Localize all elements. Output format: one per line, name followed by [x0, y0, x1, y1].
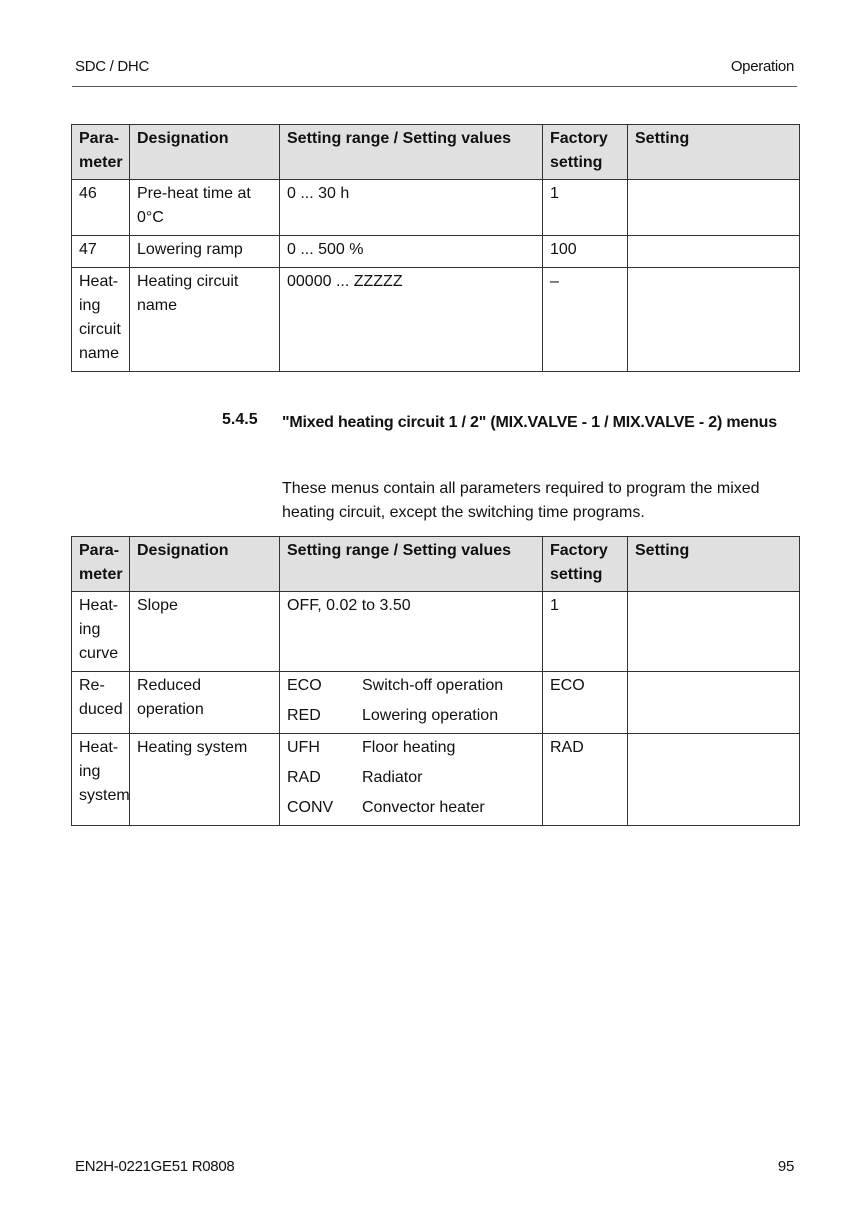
header-setting-range: Setting range / Setting values — [280, 537, 543, 592]
option-row — [287, 674, 535, 704]
header-parameter: Para- meter — [72, 537, 130, 592]
option-row — [287, 796, 535, 820]
running-header-left: SDC / DHC — [75, 58, 149, 75]
header-designation: Designation — [130, 537, 280, 592]
option-code: RED — [287, 707, 321, 724]
section-body: These menus contain all parameters required to program the mixed heating circuit, except the switching time programs. — [282, 480, 760, 521]
option-code: CONV — [287, 799, 334, 816]
header-setting: Setting — [628, 125, 800, 180]
header-factory-setting: Factory setting — [543, 125, 628, 180]
header-setting: Setting — [628, 537, 800, 592]
page-number: 95 — [777, 1158, 794, 1175]
cell-factory: ECO — [543, 672, 628, 734]
cell-parameter: 46 — [72, 180, 130, 236]
option-text: Floor heating — [362, 739, 456, 756]
option-row — [287, 766, 535, 796]
cell-designation: Slope — [130, 592, 280, 672]
cell-parameter: Re- duced — [72, 672, 130, 734]
option-text: Convector heater — [362, 799, 485, 816]
section-title: "Mixed heating circuit 1 / 2" (MIX.VALVE - 1 / MIX.VALVE - 2) menus — [282, 414, 777, 431]
table-row — [72, 236, 800, 268]
cell-range: 0 ... 500 % — [280, 236, 543, 268]
cell-factory: 100 — [543, 236, 628, 268]
option-code: UFH — [287, 739, 320, 756]
header-divider — [72, 86, 797, 87]
cell-setting — [628, 592, 800, 672]
cell-factory: 1 — [543, 180, 628, 236]
cell-parameter: 47 — [72, 236, 130, 268]
cell-designation: Heating circuit name — [130, 268, 280, 372]
option-code: ECO — [287, 677, 322, 694]
cell-parameter: Heat- ing system — [72, 734, 130, 826]
header-designation: Designation — [130, 125, 280, 180]
option-text: Radiator — [362, 769, 423, 786]
table-row — [72, 734, 800, 826]
section-number: 5.4.5 — [222, 411, 258, 428]
table-header-row — [72, 125, 800, 180]
parameter-table-1 — [71, 124, 800, 372]
cell-parameter: Heat- ing circuit name — [72, 268, 130, 372]
cell-range-options — [280, 672, 543, 734]
cell-setting — [628, 268, 800, 372]
running-header-right: Operation — [730, 58, 794, 75]
cell-designation: Pre-heat time at 0°C — [130, 180, 280, 236]
header-setting-range: Setting range / Setting values — [280, 125, 543, 180]
option-text: Lowering operation — [362, 707, 499, 724]
parameter-table-2 — [71, 536, 800, 826]
cell-range: 00000 ... ZZZZZ — [280, 268, 543, 372]
cell-setting — [628, 236, 800, 268]
cell-designation: Reduced operation — [130, 672, 280, 734]
table-row — [72, 592, 800, 672]
cell-factory: RAD — [543, 734, 628, 826]
cell-designation: Lowering ramp — [130, 236, 280, 268]
option-text: Switch-off operation — [362, 677, 504, 694]
header-factory-setting: Factory setting — [543, 537, 628, 592]
cell-factory: 1 — [543, 592, 628, 672]
option-row — [287, 704, 535, 728]
cell-setting — [628, 180, 800, 236]
table-row — [72, 268, 800, 372]
cell-setting — [628, 672, 800, 734]
table-row — [72, 672, 800, 734]
option-row — [287, 736, 535, 766]
option-code: RAD — [287, 769, 321, 786]
cell-parameter: Heat- ing curve — [72, 592, 130, 672]
table-row — [72, 180, 800, 236]
cell-designation: Heating system — [130, 734, 280, 826]
cell-range: OFF, 0.02 to 3.50 — [280, 592, 543, 672]
document-code: EN2H-0221GE51 R0808 — [75, 1158, 235, 1175]
header-parameter: Para- meter — [72, 125, 130, 180]
table-header-row — [72, 537, 800, 592]
cell-range: 0 ... 30 h — [280, 180, 543, 236]
cell-setting — [628, 734, 800, 826]
cell-range-options — [280, 734, 543, 826]
cell-factory: – — [543, 268, 628, 372]
